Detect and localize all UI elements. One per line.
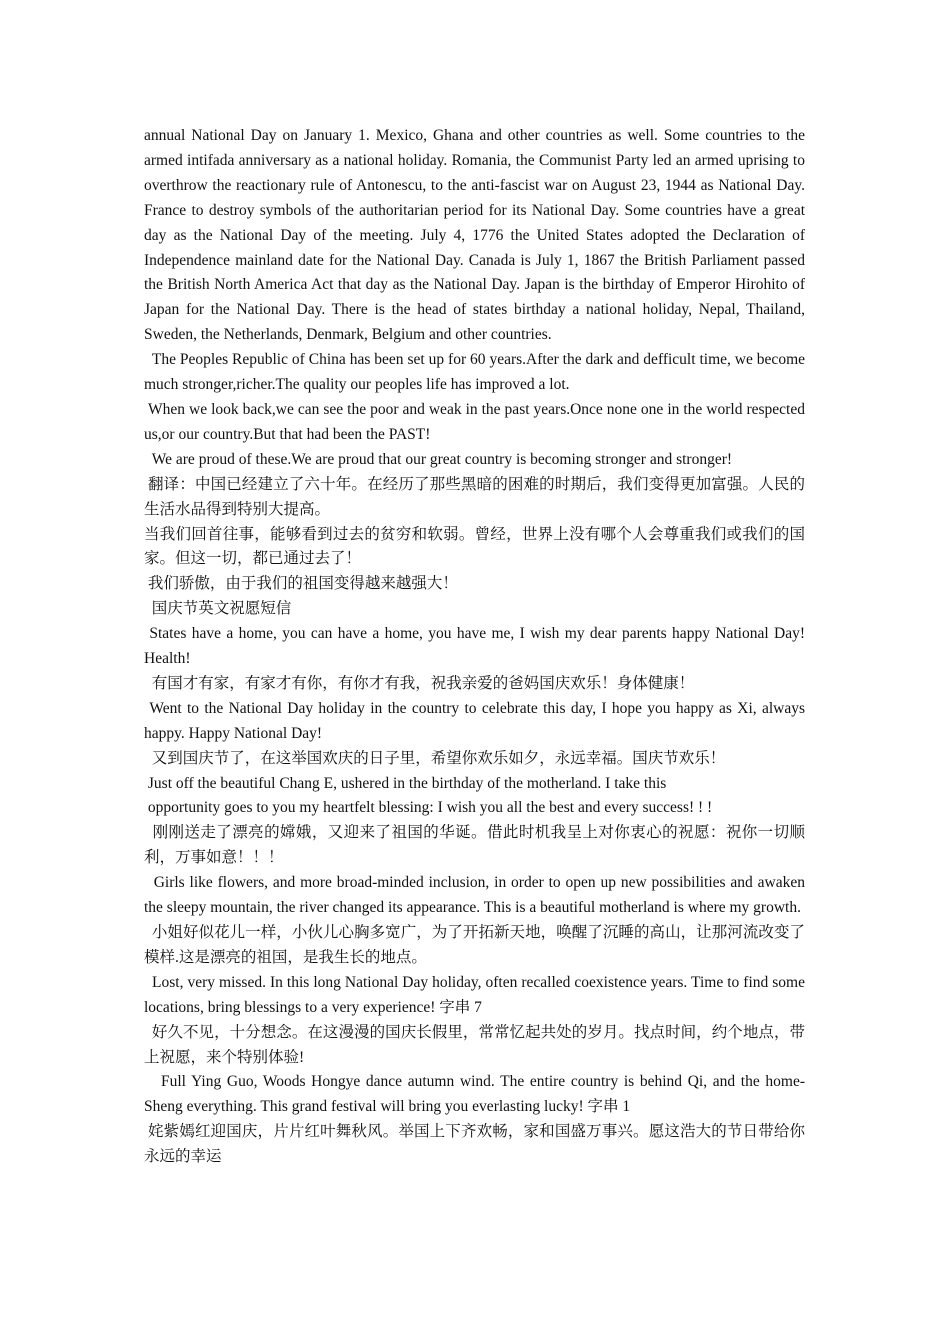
paragraph-translation-3: 我们骄傲，由于我们的祖国变得越来越强大！	[144, 575, 458, 593]
paragraph-look-back: When we look back,we can see the poor and weak in the past years.Once none one in the world respected us,or our country.But that had been the PAST!	[144, 400, 809, 443]
greeting-en-4: Girls like flowers, and more broad-minded inclusion, in order to open up new possibilities and awaken the sleepy mountain, the river changed its appearance. This is a beautiful motherland is where my growth.	[144, 874, 809, 917]
section-heading-greetings: 国庆节英文祝愿短信	[144, 600, 292, 618]
paragraph-translation-2: 当我们回首往事，能够看到过去的贫穷和软弱。曾经，世界上没有哪个人会尊重我们或我们的国家。但这一切，都已通过去了！	[144, 525, 805, 568]
greeting-en-1: States have a home, you can have a home, you have me, I wish my dear parents happy National Day! Health!	[144, 625, 809, 668]
greeting-zh-3: 刚刚送走了漂亮的嫦娥，又迎来了祖国的华诞。借此时机我呈上对你衷心的祝愿：祝你一切顺利，万事如意！！！	[144, 824, 806, 867]
greeting-zh-1: 有国才有家，有家才有你，有你才有我，祝我亲爱的爸妈国庆欢乐！身体健康！	[144, 674, 695, 692]
paragraph-translation-1: 翻译：中国已经建立了六十年。在经历了那些黑暗的困难的时期后，我们变得更加富强。人民的生活水品得到特别大提高。	[144, 475, 805, 518]
greeting-en-3-line-1: Just off the beautiful Chang E, ushered in the birthday of the motherland. I take this	[144, 774, 667, 792]
greeting-en-5: Lost, very missed. In this long National Day holiday, often recalled coexistence years. Time to find some locations, bring blessings to a very experience! 字串 7	[144, 973, 809, 1016]
greeting-zh-2: 又到国庆节了，在这举国欢庆的日子里，希望你欢乐如夕，永远幸福。国庆节欢乐！	[144, 749, 726, 767]
greeting-en-2: Went to the National Day holiday in the country to celebrate this day, I hope you happy as Xi, always happy. Happy National Day!	[144, 699, 809, 742]
paragraph-national-days: annual National Day on January 1. Mexico, Ghana and other countries as well. Some countries to the armed intifada anniversary as a national holiday. Romania, the Communist Party led an armed uprising to overthrow the reactionary rule of Antonescu, to the anti-fascist war on August 23, 1944 as National Day. France to destroy symbols of the authoritarian period for its National Day. Some countries have a great day as the National Day of the meeting. July 4, 1776 the United States adopted the Declaration of Independence mainland date for the National Day. Canada is July 1, 1867 the British Parliament passed the British North America Act that day as the National Day. Japan is the birthday of Emperor Hirohito of Japan for the National Day. There is the head of states birthday a national holiday, Nepal, Thailand, Sweden, the Netherlands, Denmark, Belgium and other countries.	[144, 127, 809, 344]
paragraph-proud: We are proud of these.We are proud that our great country is becoming stronger and stronger!	[144, 450, 733, 468]
greeting-en-6: Full Ying Guo, Woods Hongye dance autumn wind. The entire country is behind Qi, and the home-Sheng everything. This grand festival will bring you everlasting lucky! 字串 1	[144, 1073, 805, 1116]
document-body	[144, 124, 809, 1170]
greeting-zh-6: 姹紫嫣红迎国庆，片片红叶舞秋风。举国上下齐欢畅，家和国盛万事兴。愿这浩大的节日带给你永远的幸运	[144, 1123, 805, 1166]
paragraph-prc-60-years: The Peoples Republic of China has been set up for 60 years.After the dark and defficult time, we become much stronger,richer.The quality our peoples life has improved a lot.	[144, 351, 809, 394]
greeting-zh-5: 好久不见，十分想念。在这漫漫的国庆长假里，常常忆起共处的岁月。找点时间，约个地点，带上祝愿，来个特别体验!	[144, 1023, 805, 1066]
greeting-en-3-line-2: opportunity goes to you my heartfelt blessing: I wish you all the best and every success! ! !	[144, 799, 713, 817]
greeting-zh-4: 小姐好似花儿一样，小伙儿心胸多宽广，为了开拓新天地，唤醒了沉睡的高山，让那河流改变了模样.这是漂亮的祖国，是我生长的地点。	[144, 924, 805, 966]
